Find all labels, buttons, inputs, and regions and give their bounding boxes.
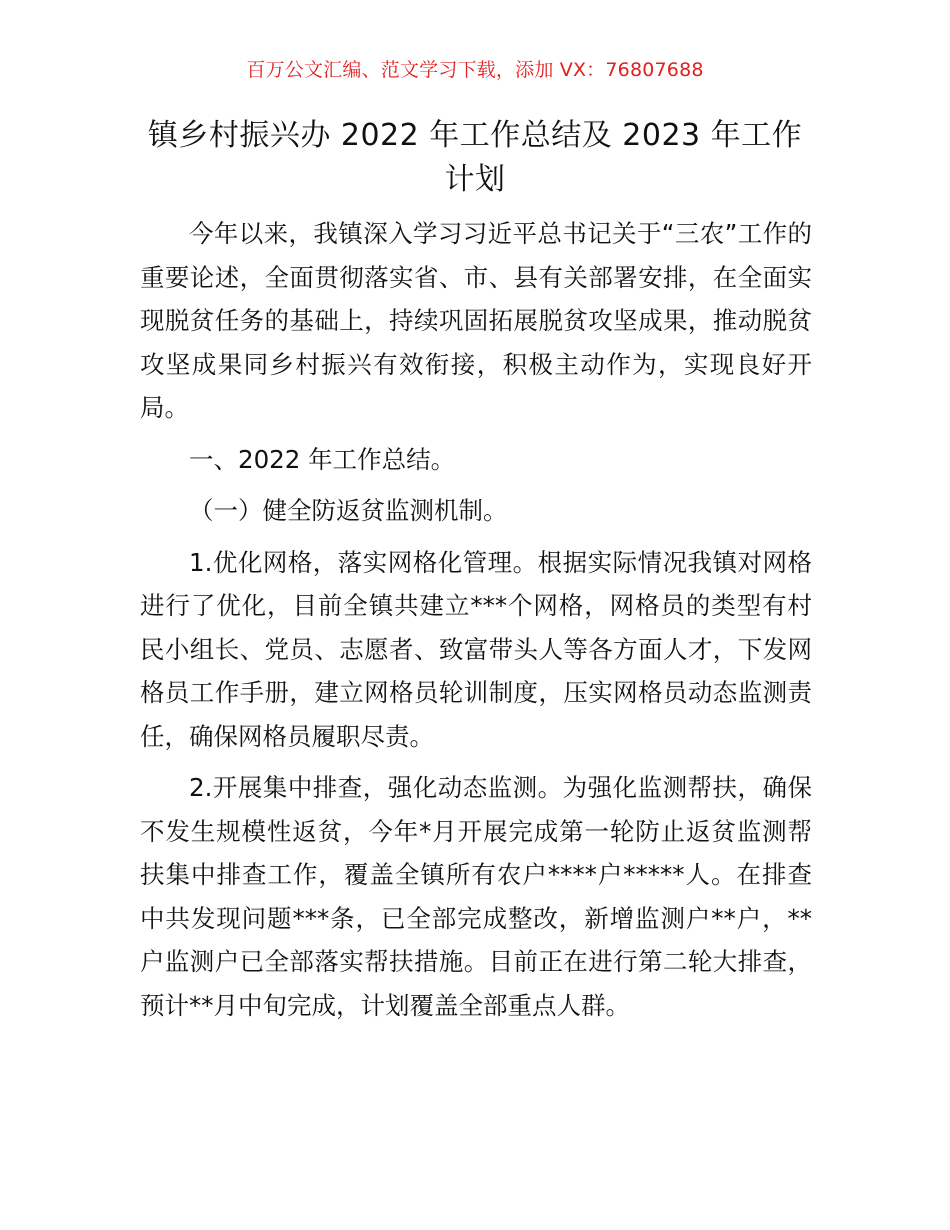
paragraph-grid-management: 1.优化网格，落实网格化管理。根据实际情况我镇对网格进行了优化，目前全镇共建立***个网格，网格员的类型有村民小组长、党员、志愿者、致富带头人等各方面人才，下发网格员工作手册，建立网格员轮训制度，压实网格员动态监测责任，确保网格员履职尽责。 — [140, 547, 812, 751]
document-body — [140, 212, 812, 1027]
section-heading-2022-summary: 一、2022 年工作总结。 — [189, 444, 456, 474]
intro-paragraph: 今年以来，我镇深入学习习近平总书记关于“三农”工作的重要论述，全面贯彻落实省、市、县有关部署安排，在全面实现脱贫任务的基础上，持续巩固拓展脱贫攻坚成果，推动脱贫攻坚成果同乡村振兴有效衔接，积极主动作为，实现良好开局。 — [140, 219, 812, 422]
header-watermark: 百万公文汇编、范文学习下载，添加 VX：76807688 — [246, 59, 704, 81]
subsection-heading-monitoring-mechanism: （一）健全防返贫监测机制。 — [189, 496, 508, 525]
document-title: 镇乡村振兴办 2022 年工作总结及 2023 年工作计划 — [147, 118, 803, 197]
paragraph-centralized-inspection: 2.开展集中排查，强化动态监测。为强化监测帮扶，确保不发生规模性返贫，今年*月开展完成第一轮防止返贫监测帮扶集中排查工作，覆盖全镇所有农户****户*****人。在排查中共发现问题***条，已全部完成整改，新增监测户**户，**户监测户已全部落实帮扶措施。目前正在进行第二轮大排查，预计**月中旬完成，计划覆盖全部重点人群。 — [140, 773, 812, 1020]
